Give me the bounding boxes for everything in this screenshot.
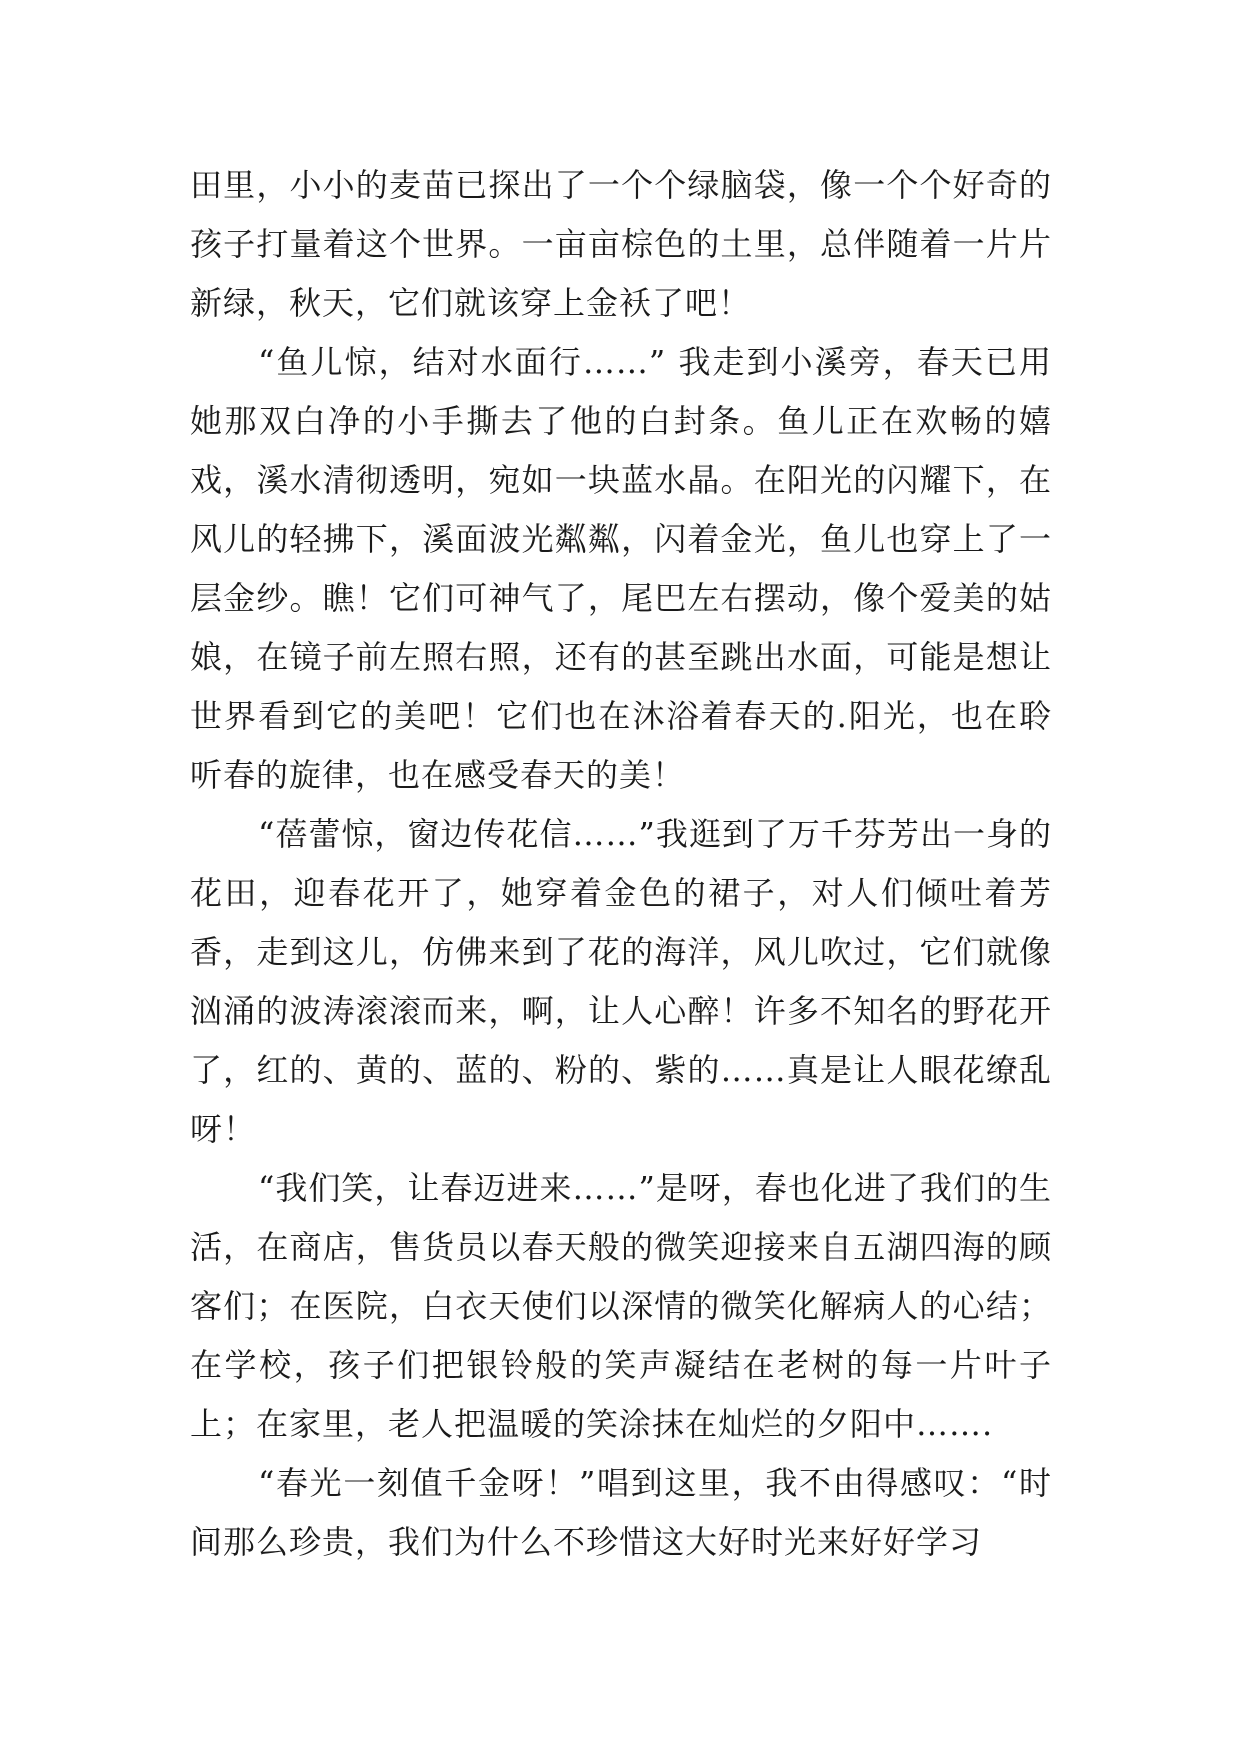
paragraph-time: “春光一刻值千金呀！”唱到这里，我不由得感叹：“时间那么珍贵，我们为什么不珍惜这大好时光来好好学习 (190, 1464, 1052, 1561)
paragraph-fish: “鱼儿惊，结对水面行……” 我走到小溪旁，春天已用她那双白净的小手撕去了他的白封条。鱼儿正在欢畅的嬉戏，溪水清彻透明，宛如一块蓝水晶。在阳光的闪耀下，在风儿的轻拂下，溪面波光粼粼，闪着金光，鱼儿也穿上了一层金纱。瞧！它们可神气了，尾巴左右摆动，像个爱美的姑娘，在镜子前左照右照，还有的甚至跳出水面，可能是想让世界看到它的美吧！它们也在沐浴着春天的.阳光，也在聆听春的旋律，也在感受春天的美！ (190, 343, 1052, 794)
paragraph-wheat-field: 田里，小小的麦苗已探出了一个个绿脑袋，像一个个好奇的孩子打量着这个世界。一亩亩棕色的土里，总伴随着一片片新绿，秋天，它们就该穿上金袄了吧！ (190, 166, 1052, 322)
paragraph-smiles: “我们笑，让春迈进来……”是呀，春也化进了我们的生活，在商店，售货员以春天般的微笑迎接来自五湖四海的顾客们；在医院，白衣天使们以深情的微笑化解病人的心结；在学校，孩子们把银铃般的笑声凝结在老树的每一片叶子上；在家里，老人把温暖的笑涂抹在灿烂的夕阳中……. (190, 1169, 1052, 1443)
paragraph-flowers: “蓓蕾惊，窗边传花信……”我逛到了万千芬芳出一身的花田，迎春花开了，她穿着金色的裙子，对人们倾吐着芳香，走到这儿，仿佛来到了花的海洋，风儿吹过，它们就像汹涌的波涛滚滚而来，啊，让人心醉！许多不知名的野花开了，红的、黄的、蓝的、粉的、紫的……真是让人眼花缭乱呀！ (190, 815, 1052, 1148)
document-body (190, 156, 1052, 1572)
